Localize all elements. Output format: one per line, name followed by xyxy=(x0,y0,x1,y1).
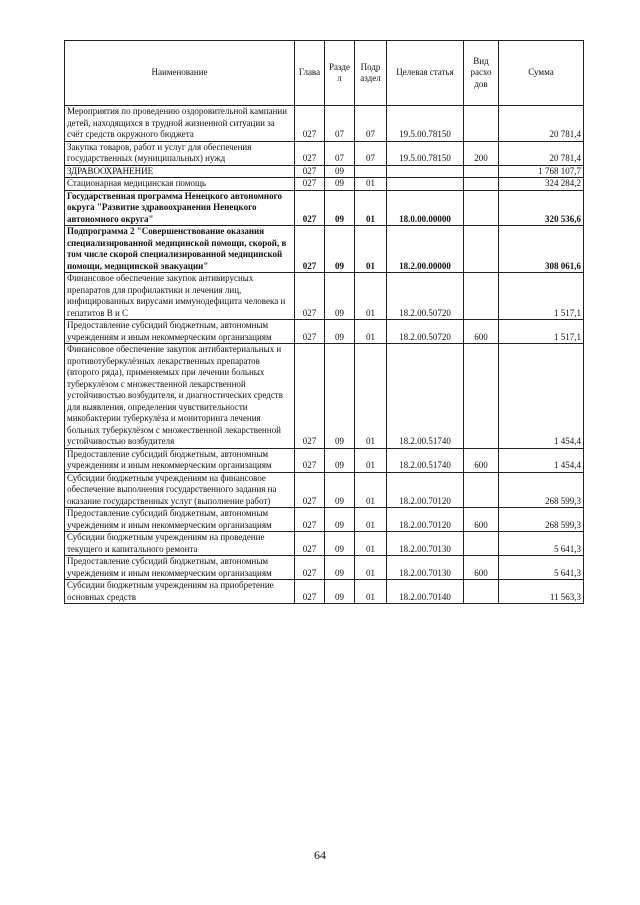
cell-glava: 027 xyxy=(295,141,325,165)
cell-article: 18.2.00.50720 xyxy=(387,320,464,344)
cell-sum: 1 454,4 xyxy=(499,344,584,449)
table-row xyxy=(65,165,584,178)
cell-name: Мероприятия по проведению оздоровительной кампании детей, находящихся в трудной жизненной ситуации за счёт средств окружного бюджета xyxy=(65,106,295,142)
cell-vid xyxy=(464,273,499,320)
cell-razdel: 09 xyxy=(325,556,355,580)
header-article: Целевая статья xyxy=(387,41,464,106)
cell-glava: 027 xyxy=(295,190,325,226)
cell-razdel: 07 xyxy=(325,106,355,142)
table-row xyxy=(65,344,584,449)
cell-name: Финансовое обеспечение закупок антивирусных препаратов для профилактики и лечения лиц, инфицированных вирусами иммунодефицита человека и гепатитов В и С xyxy=(65,273,295,320)
cell-podrazdel: 01 xyxy=(355,178,387,191)
cell-razdel: 09 xyxy=(325,448,355,472)
budget-table xyxy=(64,40,584,604)
cell-sum: 308 061,6 xyxy=(499,226,584,273)
table-row xyxy=(65,556,584,580)
header-name: Наименование xyxy=(65,41,295,106)
cell-name: Предоставление субсидий бюджетным, автономным учреждениям и иным некоммерческим организациям xyxy=(65,320,295,344)
header-podrazdel: Подр аздел xyxy=(355,41,387,106)
cell-article: 18.2.00.70120 xyxy=(387,472,464,508)
table-row xyxy=(65,141,584,165)
cell-razdel: 09 xyxy=(325,580,355,604)
cell-podrazdel: 01 xyxy=(355,508,387,532)
cell-glava: 027 xyxy=(295,106,325,142)
cell-article xyxy=(387,165,464,178)
cell-razdel: 09 xyxy=(325,226,355,273)
cell-glava: 027 xyxy=(295,344,325,449)
table-header-row xyxy=(65,41,584,106)
header-razdel: Разде л xyxy=(325,41,355,106)
cell-article: 19.5.00.78150 xyxy=(387,106,464,142)
cell-vid: 600 xyxy=(464,448,499,472)
cell-razdel: 09 xyxy=(325,178,355,191)
cell-vid xyxy=(464,165,499,178)
cell-glava: 027 xyxy=(295,532,325,556)
cell-razdel: 09 xyxy=(325,273,355,320)
table-body xyxy=(65,106,584,604)
cell-glava: 027 xyxy=(295,320,325,344)
cell-podrazdel: 01 xyxy=(355,448,387,472)
cell-name: Стационарная медицинская помощь xyxy=(65,178,295,191)
cell-article: 19.5.00.78150 xyxy=(387,141,464,165)
cell-name: Предоставление субсидий бюджетным, автономным учреждениям и иным некоммерческим организациям xyxy=(65,448,295,472)
cell-vid xyxy=(464,106,499,142)
cell-sum: 5 641,3 xyxy=(499,532,584,556)
cell-vid xyxy=(464,580,499,604)
cell-podrazdel xyxy=(355,165,387,178)
cell-article xyxy=(387,178,464,191)
cell-sum: 320 536,6 xyxy=(499,190,584,226)
cell-podrazdel: 01 xyxy=(355,320,387,344)
cell-vid xyxy=(464,178,499,191)
header-sum: Сумма xyxy=(499,41,584,106)
cell-razdel: 09 xyxy=(325,532,355,556)
cell-podrazdel: 01 xyxy=(355,532,387,556)
cell-podrazdel: 01 xyxy=(355,190,387,226)
cell-name: Субсидии бюджетным учреждениям на финансовое обеспечение выполнения государственного задания на оказание государственных услуг (выполнение работ) xyxy=(65,472,295,508)
cell-name: Подпрограмма 2 "Совершенствование оказания специализированной медицинской помощи, скорой, в том числе скорой специализированной медицинской помощи, медицинской эвакуации" xyxy=(65,226,295,273)
cell-podrazdel: 01 xyxy=(355,556,387,580)
table-row xyxy=(65,106,584,142)
cell-glava: 027 xyxy=(295,448,325,472)
cell-article: 18.0.00.00000 xyxy=(387,190,464,226)
cell-article: 18.2.00.70120 xyxy=(387,508,464,532)
cell-sum: 1 454,4 xyxy=(499,448,584,472)
cell-sum: 20 781,4 xyxy=(499,106,584,142)
table-row xyxy=(65,320,584,344)
cell-name: Предоставление субсидий бюджетным, автономным учреждениям и иным некоммерческим организациям xyxy=(65,556,295,580)
cell-vid: 600 xyxy=(464,320,499,344)
table-row xyxy=(65,508,584,532)
cell-razdel: 09 xyxy=(325,508,355,532)
cell-name: Субсидии бюджетным учреждениям на проведение текущего и капитального ремонта xyxy=(65,532,295,556)
cell-glava: 027 xyxy=(295,508,325,532)
cell-vid xyxy=(464,472,499,508)
cell-podrazdel: 01 xyxy=(355,273,387,320)
table-row xyxy=(65,178,584,191)
cell-sum: 1 768 107,7 xyxy=(499,165,584,178)
cell-sum: 20 781,4 xyxy=(499,141,584,165)
cell-sum: 324 284,2 xyxy=(499,178,584,191)
cell-razdel: 09 xyxy=(325,165,355,178)
cell-razdel: 07 xyxy=(325,141,355,165)
header-glava: Глава xyxy=(295,41,325,106)
cell-article: 18.2.00.50720 xyxy=(387,273,464,320)
table-row xyxy=(65,580,584,604)
cell-glava: 027 xyxy=(295,165,325,178)
cell-article: 18.2.00.70130 xyxy=(387,532,464,556)
cell-podrazdel: 01 xyxy=(355,472,387,508)
table-row xyxy=(65,190,584,226)
cell-razdel: 09 xyxy=(325,320,355,344)
cell-name: ЗДРАВООХРАНЕНИЕ xyxy=(65,165,295,178)
cell-podrazdel: 01 xyxy=(355,580,387,604)
cell-sum: 5 641,3 xyxy=(499,556,584,580)
cell-razdel: 09 xyxy=(325,344,355,449)
cell-sum: 1 517,1 xyxy=(499,320,584,344)
cell-glava: 027 xyxy=(295,178,325,191)
page-number: 64 xyxy=(314,848,326,862)
cell-name: Субсидии бюджетным учреждениям на приобретение основных средств xyxy=(65,580,295,604)
cell-razdel: 09 xyxy=(325,472,355,508)
cell-podrazdel: 01 xyxy=(355,344,387,449)
cell-glava: 027 xyxy=(295,472,325,508)
cell-podrazdel: 01 xyxy=(355,226,387,273)
cell-sum: 268 599,3 xyxy=(499,508,584,532)
cell-article: 18.2.00.00000 xyxy=(387,226,464,273)
cell-name: Закупка товаров, работ и услуг для обеспечения государственных (муниципальных) нужд xyxy=(65,141,295,165)
header-vid: Вид расхо дов xyxy=(464,41,499,106)
cell-name: Финансовое обеспечение закупок антибактериальных и противотуберкулёзных лекарственных препаратов (второго ряда), применяемых при лечении больных туберкулёзом с множественной лекарственной устойчивостью возбудителя, и диагностических средств для выявления, определения чувствительности микобактерии туберкулёза и мониторинга лечения больных туберкулёзом с множественной лекарственной устойчивостью возбудителя xyxy=(65,344,295,449)
cell-vid: 200 xyxy=(464,141,499,165)
table-row xyxy=(65,448,584,472)
cell-article: 18.2.00.51740 xyxy=(387,448,464,472)
cell-vid: 600 xyxy=(464,556,499,580)
cell-name: Предоставление субсидий бюджетным, автономным учреждениям и иным некоммерческим организациям xyxy=(65,508,295,532)
cell-vid xyxy=(464,532,499,556)
cell-vid xyxy=(464,344,499,449)
cell-vid xyxy=(464,226,499,273)
cell-name: Государственная программа Ненецкого автономного округа "Развитие здравоохранения Ненецкого автономного округа" xyxy=(65,190,295,226)
cell-podrazdel: 07 xyxy=(355,106,387,142)
cell-razdel: 09 xyxy=(325,190,355,226)
cell-glava: 027 xyxy=(295,273,325,320)
table-row xyxy=(65,532,584,556)
cell-article: 18.2.00.51740 xyxy=(387,344,464,449)
table-row xyxy=(65,226,584,273)
cell-article: 18.2.00.70130 xyxy=(387,556,464,580)
cell-glava: 027 xyxy=(295,580,325,604)
cell-article: 18.2.00.70140 xyxy=(387,580,464,604)
cell-vid xyxy=(464,190,499,226)
table-row xyxy=(65,273,584,320)
cell-vid: 600 xyxy=(464,508,499,532)
cell-podrazdel: 07 xyxy=(355,141,387,165)
table-row xyxy=(65,472,584,508)
cell-glava: 027 xyxy=(295,226,325,273)
cell-sum: 1 517,1 xyxy=(499,273,584,320)
cell-glava: 027 xyxy=(295,556,325,580)
cell-sum: 11 563,3 xyxy=(499,580,584,604)
cell-sum: 268 599,3 xyxy=(499,472,584,508)
